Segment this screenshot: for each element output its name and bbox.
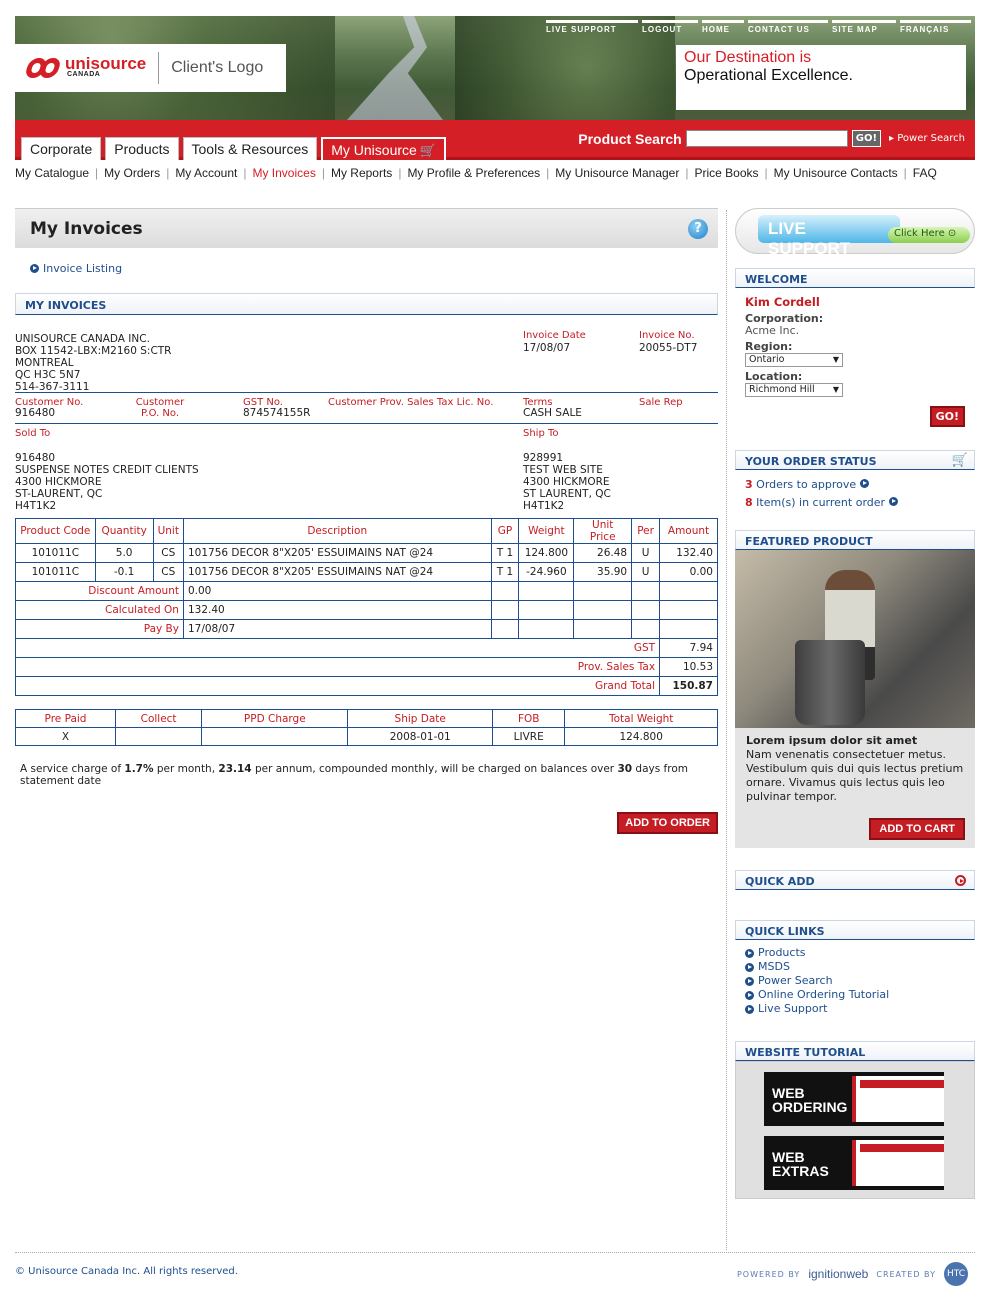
order-status-header xyxy=(735,450,975,470)
terms-block xyxy=(523,397,582,419)
subnav-faq[interactable]: FAQ xyxy=(912,166,937,180)
tutorial-web-extras-label: WEB EXTRAS xyxy=(772,1149,829,1179)
company-address xyxy=(15,333,171,393)
note-rate: 1.7% xyxy=(124,763,154,775)
order-status-box xyxy=(735,450,975,518)
order-status-body xyxy=(735,470,975,518)
terms-value: CASH SALE xyxy=(523,407,582,419)
subnav-separator: | xyxy=(903,166,907,180)
customer-no-label: Customer No. xyxy=(15,397,84,408)
cell-collect xyxy=(116,728,202,746)
sidebar xyxy=(735,208,975,1179)
powered-by xyxy=(737,1262,968,1286)
sub-navigation xyxy=(15,166,975,180)
gst-row xyxy=(16,639,718,658)
region-label: Region: xyxy=(745,340,793,353)
tagline-line-1: Our Destination is xyxy=(684,49,812,66)
add-to-order-button[interactable]: ADD TO ORDER xyxy=(617,812,718,834)
col-ppd-charge: PPD Charge xyxy=(202,710,348,728)
subnav-separator: | xyxy=(685,166,689,180)
sold-to-block xyxy=(15,428,199,512)
col-product-code: Product Code xyxy=(16,519,96,544)
gst-no-label: GST No. xyxy=(243,397,283,408)
note-text: A service charge of xyxy=(20,763,125,775)
cell-per: U xyxy=(632,544,660,563)
sold-to-line: 916480 xyxy=(15,452,56,464)
powered-by-label: POWERED BY xyxy=(736,1269,801,1279)
col-total-weight: Total Weight xyxy=(565,710,718,728)
cell-unit: CS xyxy=(153,544,183,563)
orders-text: Orders to approve xyxy=(756,478,857,491)
top-link-site-map[interactable]: SITE MAP xyxy=(832,20,896,34)
invoice-date-value: 17/08/07 xyxy=(523,342,571,354)
prov-tax-value: 10.53 xyxy=(660,658,718,677)
footer-divider xyxy=(15,1252,975,1253)
arrow-bullet-icon xyxy=(889,497,898,506)
cell-fob: LIVRE xyxy=(493,728,565,746)
company-line: MONTREAL xyxy=(15,357,74,369)
main-content xyxy=(15,208,718,829)
arrow-bullet-icon xyxy=(860,479,869,488)
subnav-separator: | xyxy=(321,166,325,180)
subnav-separator: | xyxy=(166,166,170,180)
featured-product-image[interactable] xyxy=(735,550,975,728)
location-select[interactable] xyxy=(745,383,843,397)
tutorial-web-ordering-label: WEB ORDERING xyxy=(772,1085,848,1115)
welcome-box xyxy=(735,268,975,423)
quick-link-label: MSDS xyxy=(758,960,790,973)
table-header-row xyxy=(16,710,718,728)
gst-no-block xyxy=(243,397,310,419)
ship-to-block xyxy=(523,428,611,512)
subnav-my-account[interactable]: My Account xyxy=(175,166,238,180)
location-value: Richmond Hill xyxy=(749,384,815,395)
logo-separator xyxy=(158,52,159,84)
tagline-box xyxy=(676,45,966,110)
subnav-separator: | xyxy=(546,166,550,180)
shipping-table xyxy=(15,709,718,746)
cell-gp: T 1 xyxy=(491,563,519,582)
tab-corporate[interactable]: Corporate xyxy=(21,137,101,160)
corporation-value: Acme Inc. xyxy=(745,324,800,337)
col-description: Description xyxy=(183,519,491,544)
quick-links-header: QUICK LINKS xyxy=(735,920,975,940)
cell-quantity: 5.0 xyxy=(95,544,153,563)
pay-by-value: 17/08/07 xyxy=(183,620,491,639)
subnav-my-profile[interactable]: My Profile & Preferences xyxy=(407,166,541,180)
sold-to-line: ST-LAURENT, QC xyxy=(15,488,103,500)
tutorial-web-extras[interactable] xyxy=(764,1136,944,1190)
customer-no-value: 916480 xyxy=(15,407,56,419)
pay-by-row xyxy=(16,620,718,639)
page-header xyxy=(15,208,718,248)
subnav-separator: | xyxy=(243,166,247,180)
help-icon[interactable]: ? xyxy=(688,219,708,239)
welcome-header: WELCOME xyxy=(735,268,975,288)
cell-product-code: 101011C xyxy=(16,563,96,582)
quick-add-title: QUICK ADD xyxy=(745,875,815,888)
cell-gp: T 1 xyxy=(491,544,519,563)
items-text: Item(s) in current order xyxy=(756,496,886,509)
company-line: BOX 11542-LBX:M2160 S:CTR xyxy=(15,345,172,357)
quick-links-box xyxy=(735,920,975,1022)
tab-my-unisource[interactable] xyxy=(321,137,446,160)
cell-ship-date: 2008-01-01 xyxy=(348,728,493,746)
invoice-no-value: 20055-DT7 xyxy=(639,342,698,354)
invoice-items-table xyxy=(15,518,718,696)
chevron-down-icon: ▼ xyxy=(832,385,839,394)
grand-total-value: 150.87 xyxy=(660,677,718,696)
col-fob: FOB xyxy=(493,710,565,728)
featured-product-heading: Lorem ipsum dolor sit amet xyxy=(746,734,918,747)
cell-weight: -24.960 xyxy=(519,563,574,582)
sold-to-line: H4T1K2 xyxy=(15,500,57,512)
invoice-company-block xyxy=(15,325,718,393)
invoice-no-label: Invoice No. xyxy=(639,330,695,341)
calculated-on-label: Calculated On xyxy=(16,601,184,620)
subnav-my-invoices[interactable]: My Invoices xyxy=(252,166,316,180)
gst-label: GST xyxy=(16,639,660,658)
featured-product-header: FEATURED PRODUCT xyxy=(735,530,975,550)
ship-to-line: H4T1K2 xyxy=(523,500,565,512)
ship-to-label: Ship To xyxy=(523,428,559,439)
quick-add-box[interactable] xyxy=(735,870,975,890)
featured-product-box xyxy=(735,530,975,848)
quick-link-power-search[interactable] xyxy=(745,974,965,988)
ship-to-line: 928991 xyxy=(523,452,564,464)
subnav-separator: | xyxy=(95,166,99,180)
live-support-banner[interactable] xyxy=(735,208,975,258)
product-search-input[interactable] xyxy=(686,130,848,147)
tab-tools-resources[interactable]: Tools & Resources xyxy=(183,137,318,160)
unisource-logo: unisource CANADA xyxy=(65,54,147,78)
subnav-price-books[interactable]: Price Books xyxy=(694,166,759,180)
subnav-separator: | xyxy=(764,166,768,180)
invoice-listing-link[interactable] xyxy=(30,262,718,275)
col-amount: Amount xyxy=(660,519,718,544)
table-row xyxy=(16,728,718,746)
quick-links-list xyxy=(735,940,975,1022)
col-collect: Collect xyxy=(116,710,202,728)
note-text: per annum, compounded monthly, will be charged on balances over xyxy=(251,763,618,775)
col-ship-date: Ship Date xyxy=(348,710,493,728)
tutorial-body xyxy=(735,1061,975,1199)
ignitionweb-logo[interactable]: ignitionweb xyxy=(808,1267,869,1281)
col-unit-price: Unit Price xyxy=(574,519,632,544)
items-in-order-link[interactable] xyxy=(745,494,965,512)
main-nav-bar xyxy=(15,120,975,160)
note-text: days from statement date xyxy=(20,763,688,787)
customer-no-block xyxy=(15,397,83,419)
top-links xyxy=(546,20,971,34)
ship-to-line: TEST WEB SITE xyxy=(523,464,603,476)
website-tutorial-box xyxy=(735,1041,975,1199)
cart-icon: 🛒 xyxy=(419,143,437,158)
subnav-my-orders[interactable]: My Orders xyxy=(104,166,161,180)
cell-product-code: 101011C xyxy=(16,544,96,563)
column-divider xyxy=(726,210,727,1250)
sold-to-line: SUSPENSE NOTES CREDIT CLIENTS xyxy=(15,464,199,476)
quick-link-live-support[interactable] xyxy=(745,1002,965,1016)
table-row xyxy=(16,563,718,582)
power-search-link[interactable]: ▸ Power Search xyxy=(889,133,965,144)
quick-link-products[interactable] xyxy=(745,946,965,960)
arrow-bullet-icon xyxy=(745,963,754,972)
cell-unit: CS xyxy=(153,563,183,582)
customer-po-block xyxy=(132,397,188,419)
product-search-label: Product Search xyxy=(578,130,682,147)
grand-total-label: Grand Total xyxy=(16,677,660,696)
quick-link-tutorial[interactable] xyxy=(745,988,965,1002)
region-value: Ontario xyxy=(749,354,785,365)
website-tutorial-header: WEBSITE TUTORIAL xyxy=(735,1041,975,1061)
sale-rep-label: Sale Rep xyxy=(639,397,683,408)
click-here-button[interactable]: Click Here ⊙ xyxy=(888,227,970,243)
top-link-live-support[interactable]: LIVE SUPPORT xyxy=(546,20,638,34)
product-search-go-button[interactable]: GO! xyxy=(852,130,881,147)
featured-bin-figure xyxy=(795,640,865,725)
customer-info-row xyxy=(15,393,718,423)
discount-label: Discount Amount xyxy=(16,582,184,601)
quick-link-label: Live Support xyxy=(758,1002,828,1015)
add-to-cart-button[interactable]: ADD TO CART xyxy=(869,818,965,840)
subnav-separator: | xyxy=(398,166,402,180)
calculated-on-row xyxy=(16,601,718,620)
grand-total-row xyxy=(16,677,718,696)
arrow-bullet-icon xyxy=(30,264,39,273)
tutorial-thumbnail xyxy=(852,1140,944,1186)
col-per: Per xyxy=(632,519,660,544)
table-row xyxy=(16,544,718,563)
cell-amount: 132.40 xyxy=(660,544,718,563)
expand-arrow-icon[interactable] xyxy=(955,875,966,886)
invoice-date-label: Invoice Date xyxy=(523,330,586,341)
quick-link-msds[interactable] xyxy=(745,960,965,974)
invoice-date-block xyxy=(523,330,586,354)
page-title: My Invoices xyxy=(30,218,143,239)
cell-weight: 124.800 xyxy=(519,544,574,563)
cell-per: U xyxy=(632,563,660,582)
created-by-label: CREATED BY xyxy=(876,1269,936,1279)
note-days: 30 xyxy=(617,763,633,775)
tutorial-web-ordering[interactable] xyxy=(764,1072,944,1126)
location-label: Location: xyxy=(745,370,803,383)
click-here-label: Click Here xyxy=(894,228,945,239)
col-pre-paid: Pre Paid xyxy=(16,710,116,728)
top-link-logout[interactable]: LOGOUT xyxy=(642,20,698,34)
subnav-my-unisource-manager[interactable]: My Unisource Manager xyxy=(555,166,680,180)
cell-total-weight: 124.800 xyxy=(565,728,718,746)
cell-quantity: -0.1 xyxy=(95,563,153,582)
subnav-my-reports[interactable]: My Reports xyxy=(330,166,393,180)
main-tabs xyxy=(21,137,446,160)
arrow-bullet-icon xyxy=(745,977,754,986)
welcome-body xyxy=(735,288,975,409)
product-search xyxy=(578,130,965,147)
top-link-home[interactable]: HOME xyxy=(702,20,744,34)
cell-amount: 0.00 xyxy=(660,563,718,582)
tab-products[interactable]: Products xyxy=(105,137,178,160)
pay-by-label: Pay By xyxy=(16,620,184,639)
corporation-label: Corporation: xyxy=(745,312,824,325)
banner-road xyxy=(315,16,475,120)
top-link-francais[interactable]: FRANÇAIS xyxy=(900,20,971,34)
region-select[interactable] xyxy=(745,353,843,367)
logo-area[interactable] xyxy=(15,44,286,92)
prov-tax-row xyxy=(16,658,718,677)
quick-add-header[interactable] xyxy=(735,870,975,890)
top-link-contact-us[interactable]: CONTACT US xyxy=(748,20,828,34)
orders-count: 3 xyxy=(745,478,753,491)
discount-row xyxy=(16,582,718,601)
subnav-my-catalogue[interactable]: My Catalogue xyxy=(15,166,90,180)
client-logo: Client's Logo xyxy=(171,59,264,76)
subnav-my-unisource-contacts[interactable]: My Unisource Contacts xyxy=(773,166,898,180)
invoice-no-block xyxy=(639,330,697,354)
quick-link-label: Power Search xyxy=(758,974,833,987)
terms-label: Terms xyxy=(523,397,553,408)
arrow-bullet-icon xyxy=(745,949,754,958)
chevron-down-icon: ▼ xyxy=(832,355,839,364)
copyright: © Unisource Canada Inc. All rights reserved. xyxy=(15,1266,238,1277)
quick-link-label: Online Ordering Tutorial xyxy=(758,988,890,1001)
discount-value: 0.00 xyxy=(183,582,491,601)
featured-product-text: Nam venenatis consectetuer metus. Vestibulum quis dui quis lectus pretium ornare. Vivamus quis lectus quis leo pulvinar tempor. xyxy=(746,748,964,803)
col-quantity: Quantity xyxy=(95,519,153,544)
arrow-bullet-icon xyxy=(745,1005,754,1014)
cell-pre-paid: X xyxy=(16,728,116,746)
sold-to-label: Sold To xyxy=(15,428,51,439)
table-header-row xyxy=(16,519,718,544)
htc-logo[interactable]: HTC xyxy=(944,1262,968,1286)
ship-to-line: ST LAURENT, QC xyxy=(523,488,611,500)
cell-description: 101756 DECOR 8"X205' ESSUIMAINS NAT @24 xyxy=(183,563,491,582)
items-count: 8 xyxy=(745,496,753,509)
company-line: QC H3C 5N7 xyxy=(15,369,81,381)
col-unit: Unit xyxy=(153,519,183,544)
user-name: Kim Cordell xyxy=(745,295,820,309)
sold-ship-block xyxy=(15,424,718,514)
service-charge-note xyxy=(20,763,710,787)
company-line: UNISOURCE CANADA INC. xyxy=(15,333,150,345)
section-header-my-invoices: MY INVOICES xyxy=(15,293,718,315)
cell-description: 101756 DECOR 8"X205' ESSUIMAINS NAT @24 xyxy=(183,544,491,563)
unisource-logo-icon xyxy=(25,56,65,80)
gst-value: 7.94 xyxy=(660,639,718,658)
col-gp: GP xyxy=(491,519,519,544)
tutorial-thumbnail xyxy=(852,1076,944,1122)
tab-my-unisource-label: My Unisource xyxy=(331,142,417,158)
order-status-title: YOUR ORDER STATUS xyxy=(745,455,877,468)
power-search-label: Power Search xyxy=(897,133,965,144)
note-text: per month, xyxy=(153,763,219,775)
col-weight: Weight xyxy=(519,519,574,544)
cell-unit-price: 26.48 xyxy=(574,544,632,563)
tagline-line-2: Operational Excellence. xyxy=(684,67,853,84)
header-banner xyxy=(15,16,975,120)
note-annum: 23.14 xyxy=(218,763,252,775)
arrow-bullet-icon xyxy=(745,991,754,1000)
featured-product-body xyxy=(735,728,975,848)
cart-icon: 🛒 xyxy=(951,453,968,468)
prov-tax-label: Customer Prov. Sales Tax Lic. No. xyxy=(328,397,494,408)
quick-link-label: Products xyxy=(758,946,806,959)
cell-unit-price: 35.90 xyxy=(574,563,632,582)
cell-ppd-charge xyxy=(202,728,348,746)
sold-to-line: 4300 HICKMORE xyxy=(15,476,102,488)
customer-po-label-1: Customer xyxy=(135,397,185,408)
orders-to-approve-link[interactable] xyxy=(745,476,965,494)
customer-po-label-2: P.O. No. xyxy=(140,408,180,419)
welcome-go-button[interactable]: GO! xyxy=(930,406,965,427)
live-support-label: LIVE SUPPORT xyxy=(758,215,900,243)
prov-tax-total-label: Prov. Sales Tax xyxy=(16,658,660,677)
calculated-on-value: 132.40 xyxy=(183,601,491,620)
gst-no-value: 874574155R xyxy=(243,407,311,419)
invoice-listing-label: Invoice Listing xyxy=(43,262,123,275)
ship-to-line: 4300 HICKMORE xyxy=(523,476,610,488)
company-line: 514-367-3111 xyxy=(15,381,90,393)
